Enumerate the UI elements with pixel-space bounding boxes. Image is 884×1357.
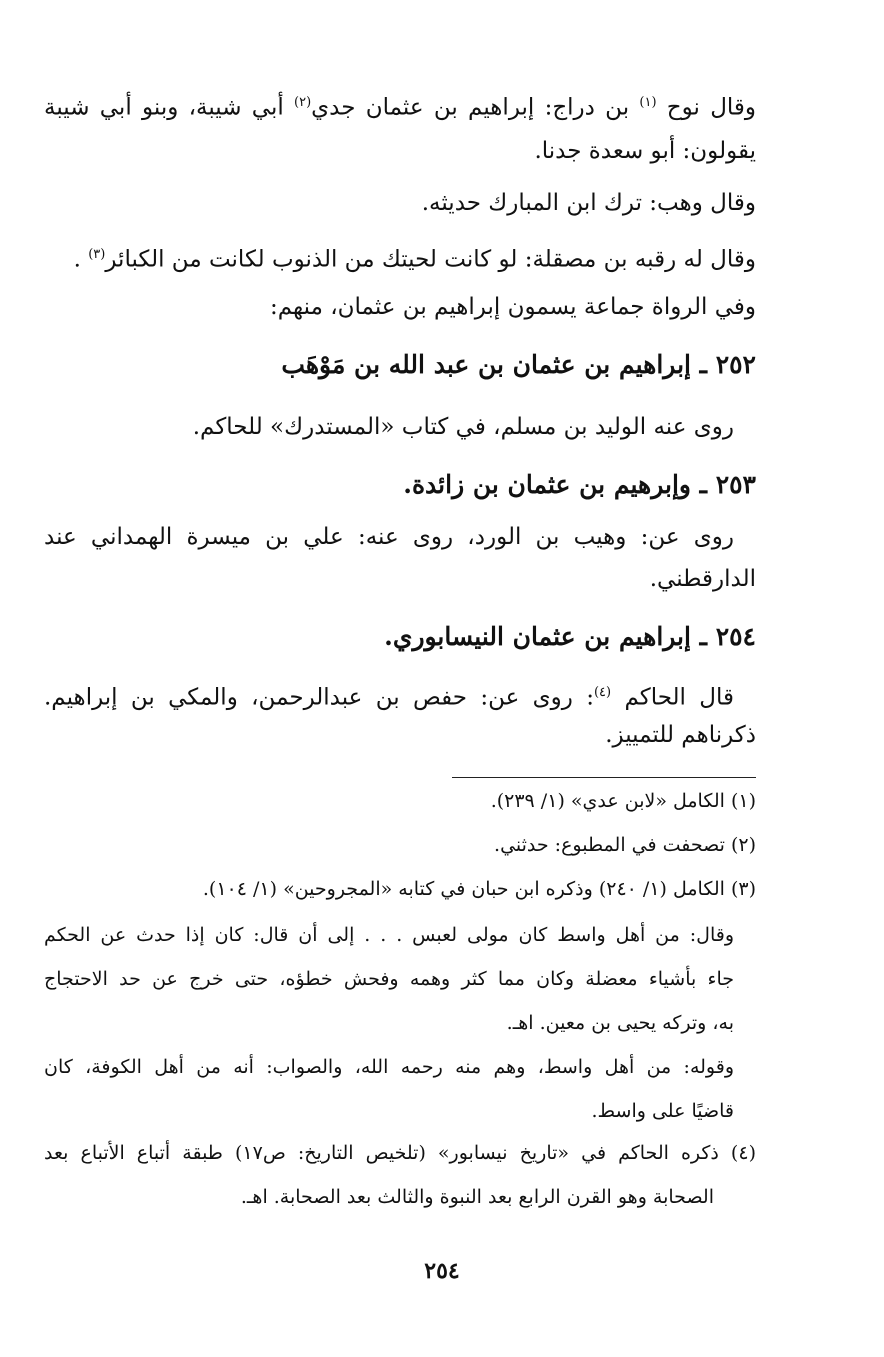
footnote-4: (٤) ذكره الحاكم في «تاريخ نيسابور» (تلخيص التاريخ: ص١٧) طبقة أتباع الأتباع بعد (44, 1142, 756, 1164)
footnote-ref: (٢) (294, 95, 312, 110)
entry-heading-254: ٢٥٤ ـ إبراهيم بن عثمان النيسابوري. (384, 622, 756, 651)
text-run: قال الحاكم (624, 684, 734, 711)
entry-text-253: الدارقطني. (649, 566, 756, 592)
text-run: : روى عن: حفص بن عبدالرحمن، والمكي بن إبراهيم. (44, 684, 594, 711)
entry-heading-253: ٢٥٣ ـ وإبرهيم بن عثمان بن زائدة. (403, 470, 756, 499)
footnote-3-line: وقال: من أهل واسط كان مولى لعبس . . . إلى أن قال: كان إذا حدث عن الحكم (44, 924, 734, 946)
footnote-3-line: به، وتركه يحيى بن معين. اهـ. (506, 1012, 734, 1034)
entry-text-254 (44, 678, 734, 713)
entry-text-252: روى عنه الوليد بن مسلم، في كتاب «المستدرك» للحاكم. (192, 414, 734, 440)
footnote-ref: (٤) (593, 685, 612, 700)
footnote-3: (٣) الكامل (١/ ٢٤٠) وذكره ابن حبان في كتابه «المجروحين» (١/ ١٠٤). (202, 878, 756, 900)
footnote-4-line: الصحابة وهو القرن الرابع بعد النبوة والثالث بعد الصحابة. اهـ. (240, 1186, 714, 1208)
paragraph-line (74, 240, 756, 275)
paragraph-line: يقولون: أبو سعدة جدنا. (534, 138, 756, 164)
footnote-separator (452, 777, 756, 778)
footnote-1: (١) الكامل «لابن عدي» (١/ ٢٣٩). (490, 790, 756, 812)
paragraph-line (44, 88, 756, 123)
text-run: بن دراج: إبراهيم بن عثمان جدي (311, 94, 630, 121)
page-number: ٢٥٤ (424, 1258, 460, 1284)
footnote-3-line: جاء بأشياء معضلة وكان مما كثر وهمه وفحش خطؤه، حتى خرج عن حد الاحتجاج (44, 968, 734, 990)
entry-heading-252: ٢٥٢ ـ إبراهيم بن عثمان بن عبد الله بن مَوْهَب (281, 350, 756, 379)
footnote-3-line: قاضيًا على واسط. (591, 1100, 734, 1122)
text-run: أبي شيبة، وبنو أبي شيبة (44, 94, 284, 121)
paragraph-line: وفي الرواة جماعة يسمون إبراهيم بن عثمان، منهم: (269, 294, 756, 320)
text-run: وقال نوح (666, 94, 757, 121)
footnote-2: (٢) تصحفت في المطبوع: حدثني. (494, 834, 756, 856)
footnote-ref: (٣) (88, 247, 106, 262)
text-run: . (73, 246, 81, 273)
paragraph-line: وقال وهب: ترك ابن المبارك حديثه. (421, 190, 756, 216)
entry-text-253: روى عن: وهيب بن الورد، روى عنه: علي بن ميسرة الهمداني عند (44, 524, 734, 550)
footnote-3-line: وقوله: من أهل واسط، وهم منه رحمه الله، والصواب: أنه من أهل الكوفة، كان (44, 1056, 734, 1078)
footnote-ref: (١) (639, 95, 657, 110)
text-run: وقال له رقبه بن مصقلة: لو كانت لحيتك من الذنوب لكانت من الكبائر (105, 246, 756, 273)
entry-text-254: ذكرناهم للتمييز. (605, 722, 756, 748)
